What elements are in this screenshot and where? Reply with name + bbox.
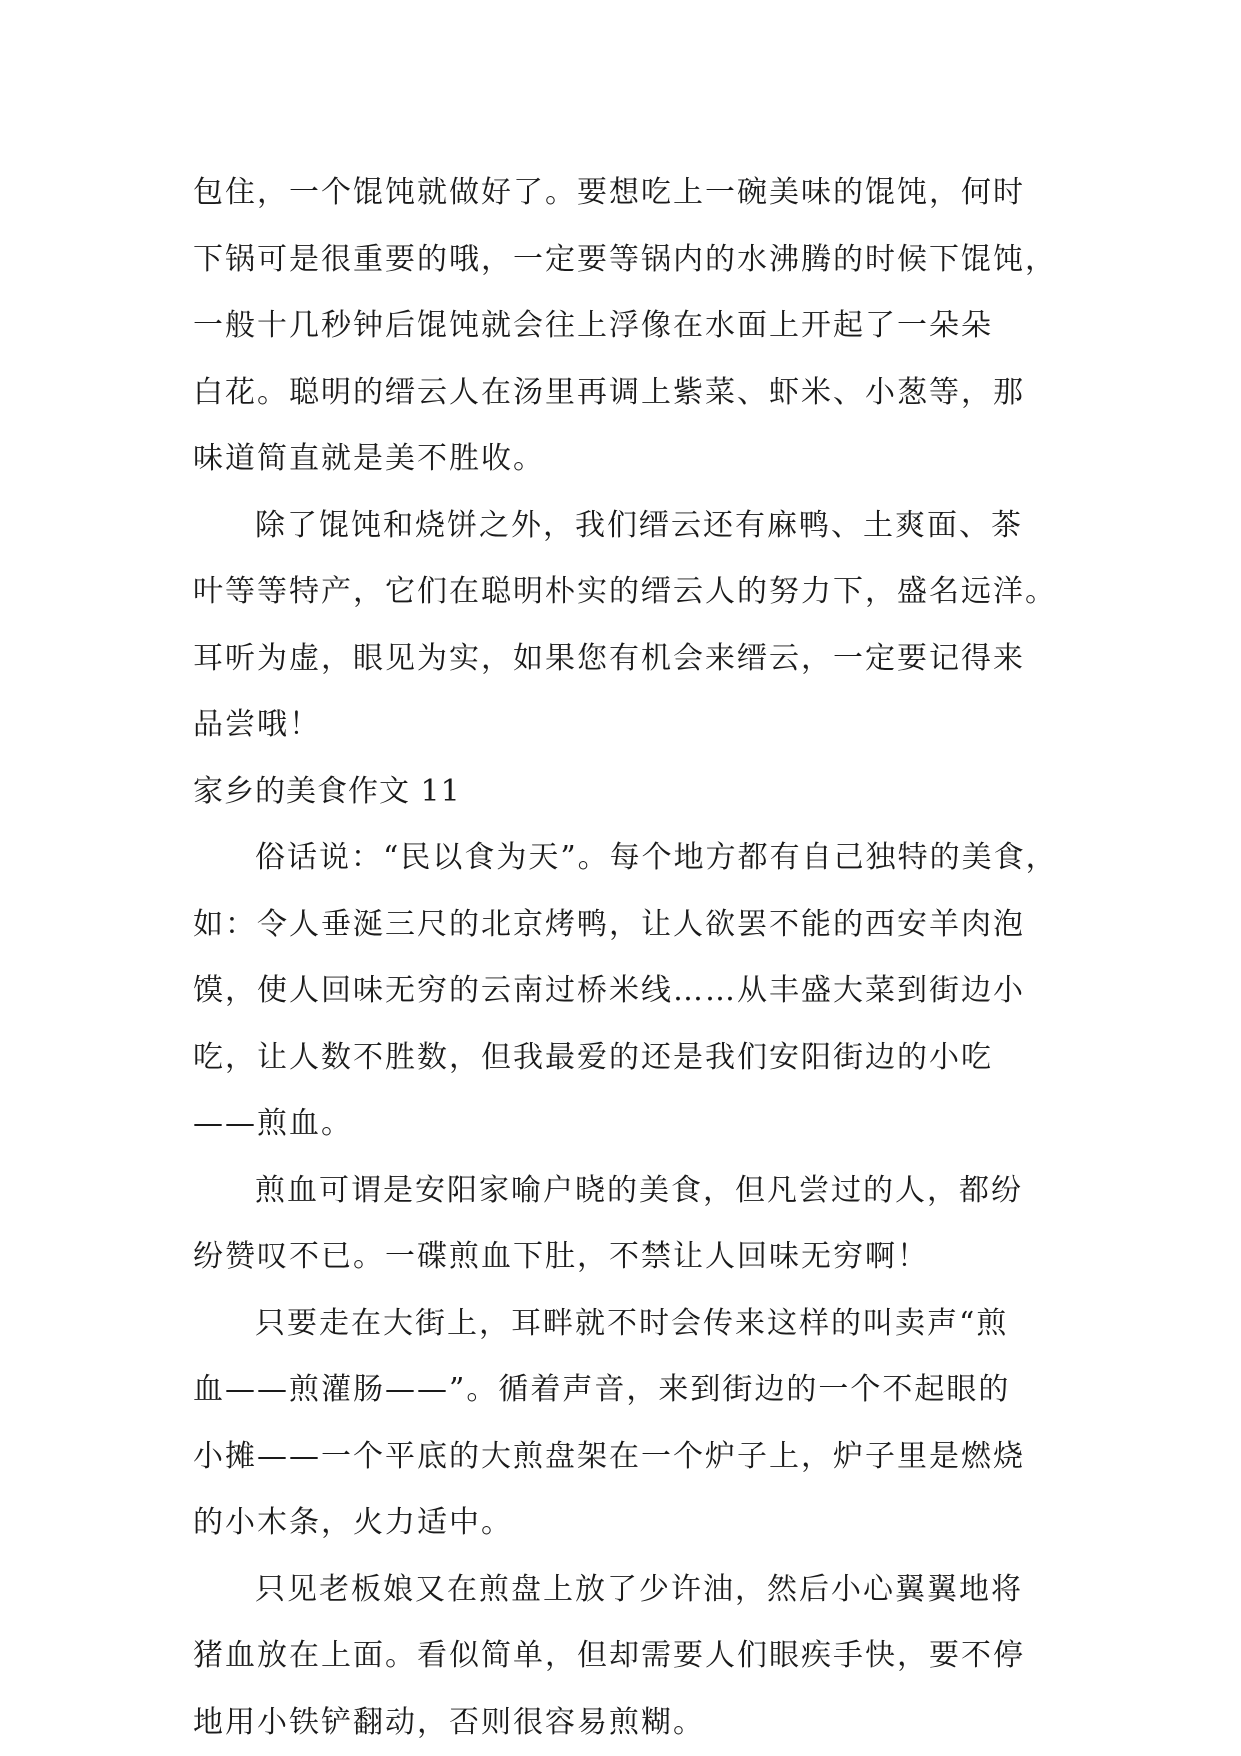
paragraph-line: 馍，使人回味无穷的云南过桥米线……从丰盛大菜到街边小 [193,958,1073,1025]
section-heading: 家乡的美食作文 11 [193,759,1073,826]
paragraph-line: 地用小铁铲翻动，否则很容易煎糊。 [193,1690,1073,1756]
paragraph-line: 只见老板娘又在煎盘上放了少许油，然后小心翼翼地将 [193,1557,1073,1624]
paragraph-line: 包住，一个馄饨就做好了。要想吃上一碗美味的馄饨，何时 [193,160,1073,227]
document-body [193,160,1073,1756]
paragraph-line: 的小木条，火力适中。 [193,1490,1073,1557]
paragraph-line: 除了馄饨和烧饼之外，我们缙云还有麻鸭、土爽面、茶 [193,493,1073,560]
paragraph-line: 煎血可谓是安阳家喻户晓的美食，但凡尝过的人，都纷 [193,1158,1073,1225]
paragraph-line: ——煎血。 [193,1091,1073,1158]
paragraph-line: 白花。聪明的缙云人在汤里再调上紫菜、虾米、小葱等，那 [193,360,1073,427]
paragraph-line: 猪血放在上面。看似简单，但却需要人们眼疾手快，要不停 [193,1623,1073,1690]
paragraph-line: 品尝哦！ [193,692,1073,759]
paragraph-line: 味道简直就是美不胜收。 [193,426,1073,493]
paragraph-line: 下锅可是很重要的哦，一定要等锅内的水沸腾的时候下馄饨， [193,227,1073,294]
paragraph-line: 血——煎灌肠——”。循着声音，来到街边的一个不起眼的 [193,1357,1073,1424]
paragraph-line: 只要走在大街上，耳畔就不时会传来这样的叫卖声“煎 [193,1291,1073,1358]
paragraph-line: 俗话说：“民以食为天”。每个地方都有自己独特的美食， [193,825,1073,892]
paragraph-line: 叶等等特产，它们在聪明朴实的缙云人的努力下，盛名远洋。 [193,559,1073,626]
paragraph-line: 耳听为虚，眼见为实，如果您有机会来缙云，一定要记得来 [193,626,1073,693]
paragraph-line: 如：令人垂涎三尺的北京烤鸭，让人欲罢不能的西安羊肉泡 [193,892,1073,959]
paragraph-line: 吃，让人数不胜数，但我最爱的还是我们安阳街边的小吃 [193,1025,1073,1092]
paragraph-line: 纷赞叹不已。一碟煎血下肚，不禁让人回味无穷啊！ [193,1224,1073,1291]
paragraph-line: 一般十几秒钟后馄饨就会往上浮像在水面上开起了一朵朵 [193,293,1073,360]
paragraph-line: 小摊——一个平底的大煎盘架在一个炉子上，炉子里是燃烧 [193,1424,1073,1491]
